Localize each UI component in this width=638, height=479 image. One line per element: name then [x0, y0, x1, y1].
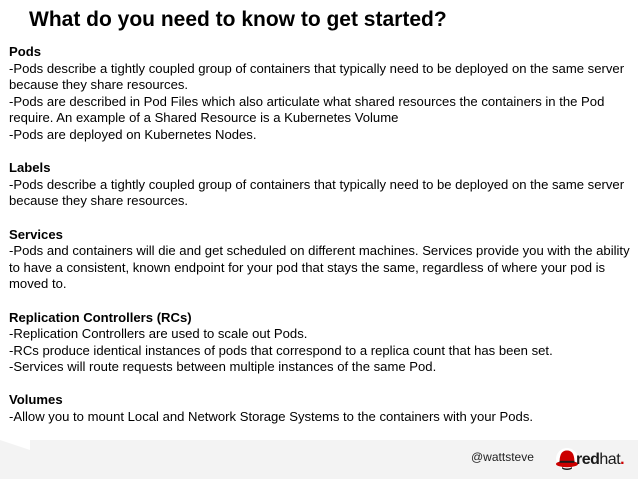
author-handle: @wattsteve: [471, 450, 534, 464]
bullet-line: -Allow you to mount Local and Network Storage Systems to the containers with your Pods.: [9, 409, 534, 425]
bullet-line: -Replication Controllers are used to scale out Pods.: [9, 326, 308, 342]
logo-text-dot: .: [620, 451, 625, 468]
slide-body: [9, 44, 638, 426]
section-labels: [9, 160, 638, 210]
section-heading: Services: [9, 226, 63, 242]
bullet-line: -Pods are deployed on Kubernetes Nodes.: [9, 126, 257, 142]
red-hat-logo-text: [576, 451, 624, 469]
bullet-line: -Pods describe a tightly coupled group of containers that typically need to be deployed on the same server because they share resources.: [9, 60, 628, 93]
section-heading: Labels: [9, 160, 51, 176]
bullet-line: -Pods and containers will die and get scheduled on different machines. Services provide you with the ability to have a consistent, known endpoint for your pod that stays the same, regardless of where your pod is moved to.: [9, 243, 634, 292]
section-pods: [9, 44, 638, 144]
footer-band: [0, 440, 638, 479]
bullet-line: -Services will route requests between multiple instances of the same Pod.: [9, 359, 437, 375]
section-heading: Replication Controllers (RCs): [9, 309, 192, 325]
section-replication-controllers: [9, 310, 638, 376]
logo-text-light: hat: [599, 451, 621, 468]
slide-title: What do you need to know to get started?: [29, 8, 447, 31]
logo-text-bold: red: [576, 451, 600, 468]
section-volumes: [9, 392, 638, 425]
bullet-line: -RCs produce identical instances of pods that correspond to a replica count that has been set.: [9, 342, 553, 358]
section-heading: Volumes: [9, 392, 63, 408]
section-heading: Pods: [9, 44, 42, 59]
bullet-line: -Pods are described in Pod Files which also articulate what shared resources the containers in the Pod require. An example of a Shared Resource is a Kubernetes Volume: [9, 93, 608, 126]
section-services: [9, 227, 638, 293]
bullet-line: -Pods describe a tightly coupled group of containers that typically need to be deployed on the same server because they share resources.: [9, 176, 628, 209]
footer-notch: [0, 440, 30, 450]
